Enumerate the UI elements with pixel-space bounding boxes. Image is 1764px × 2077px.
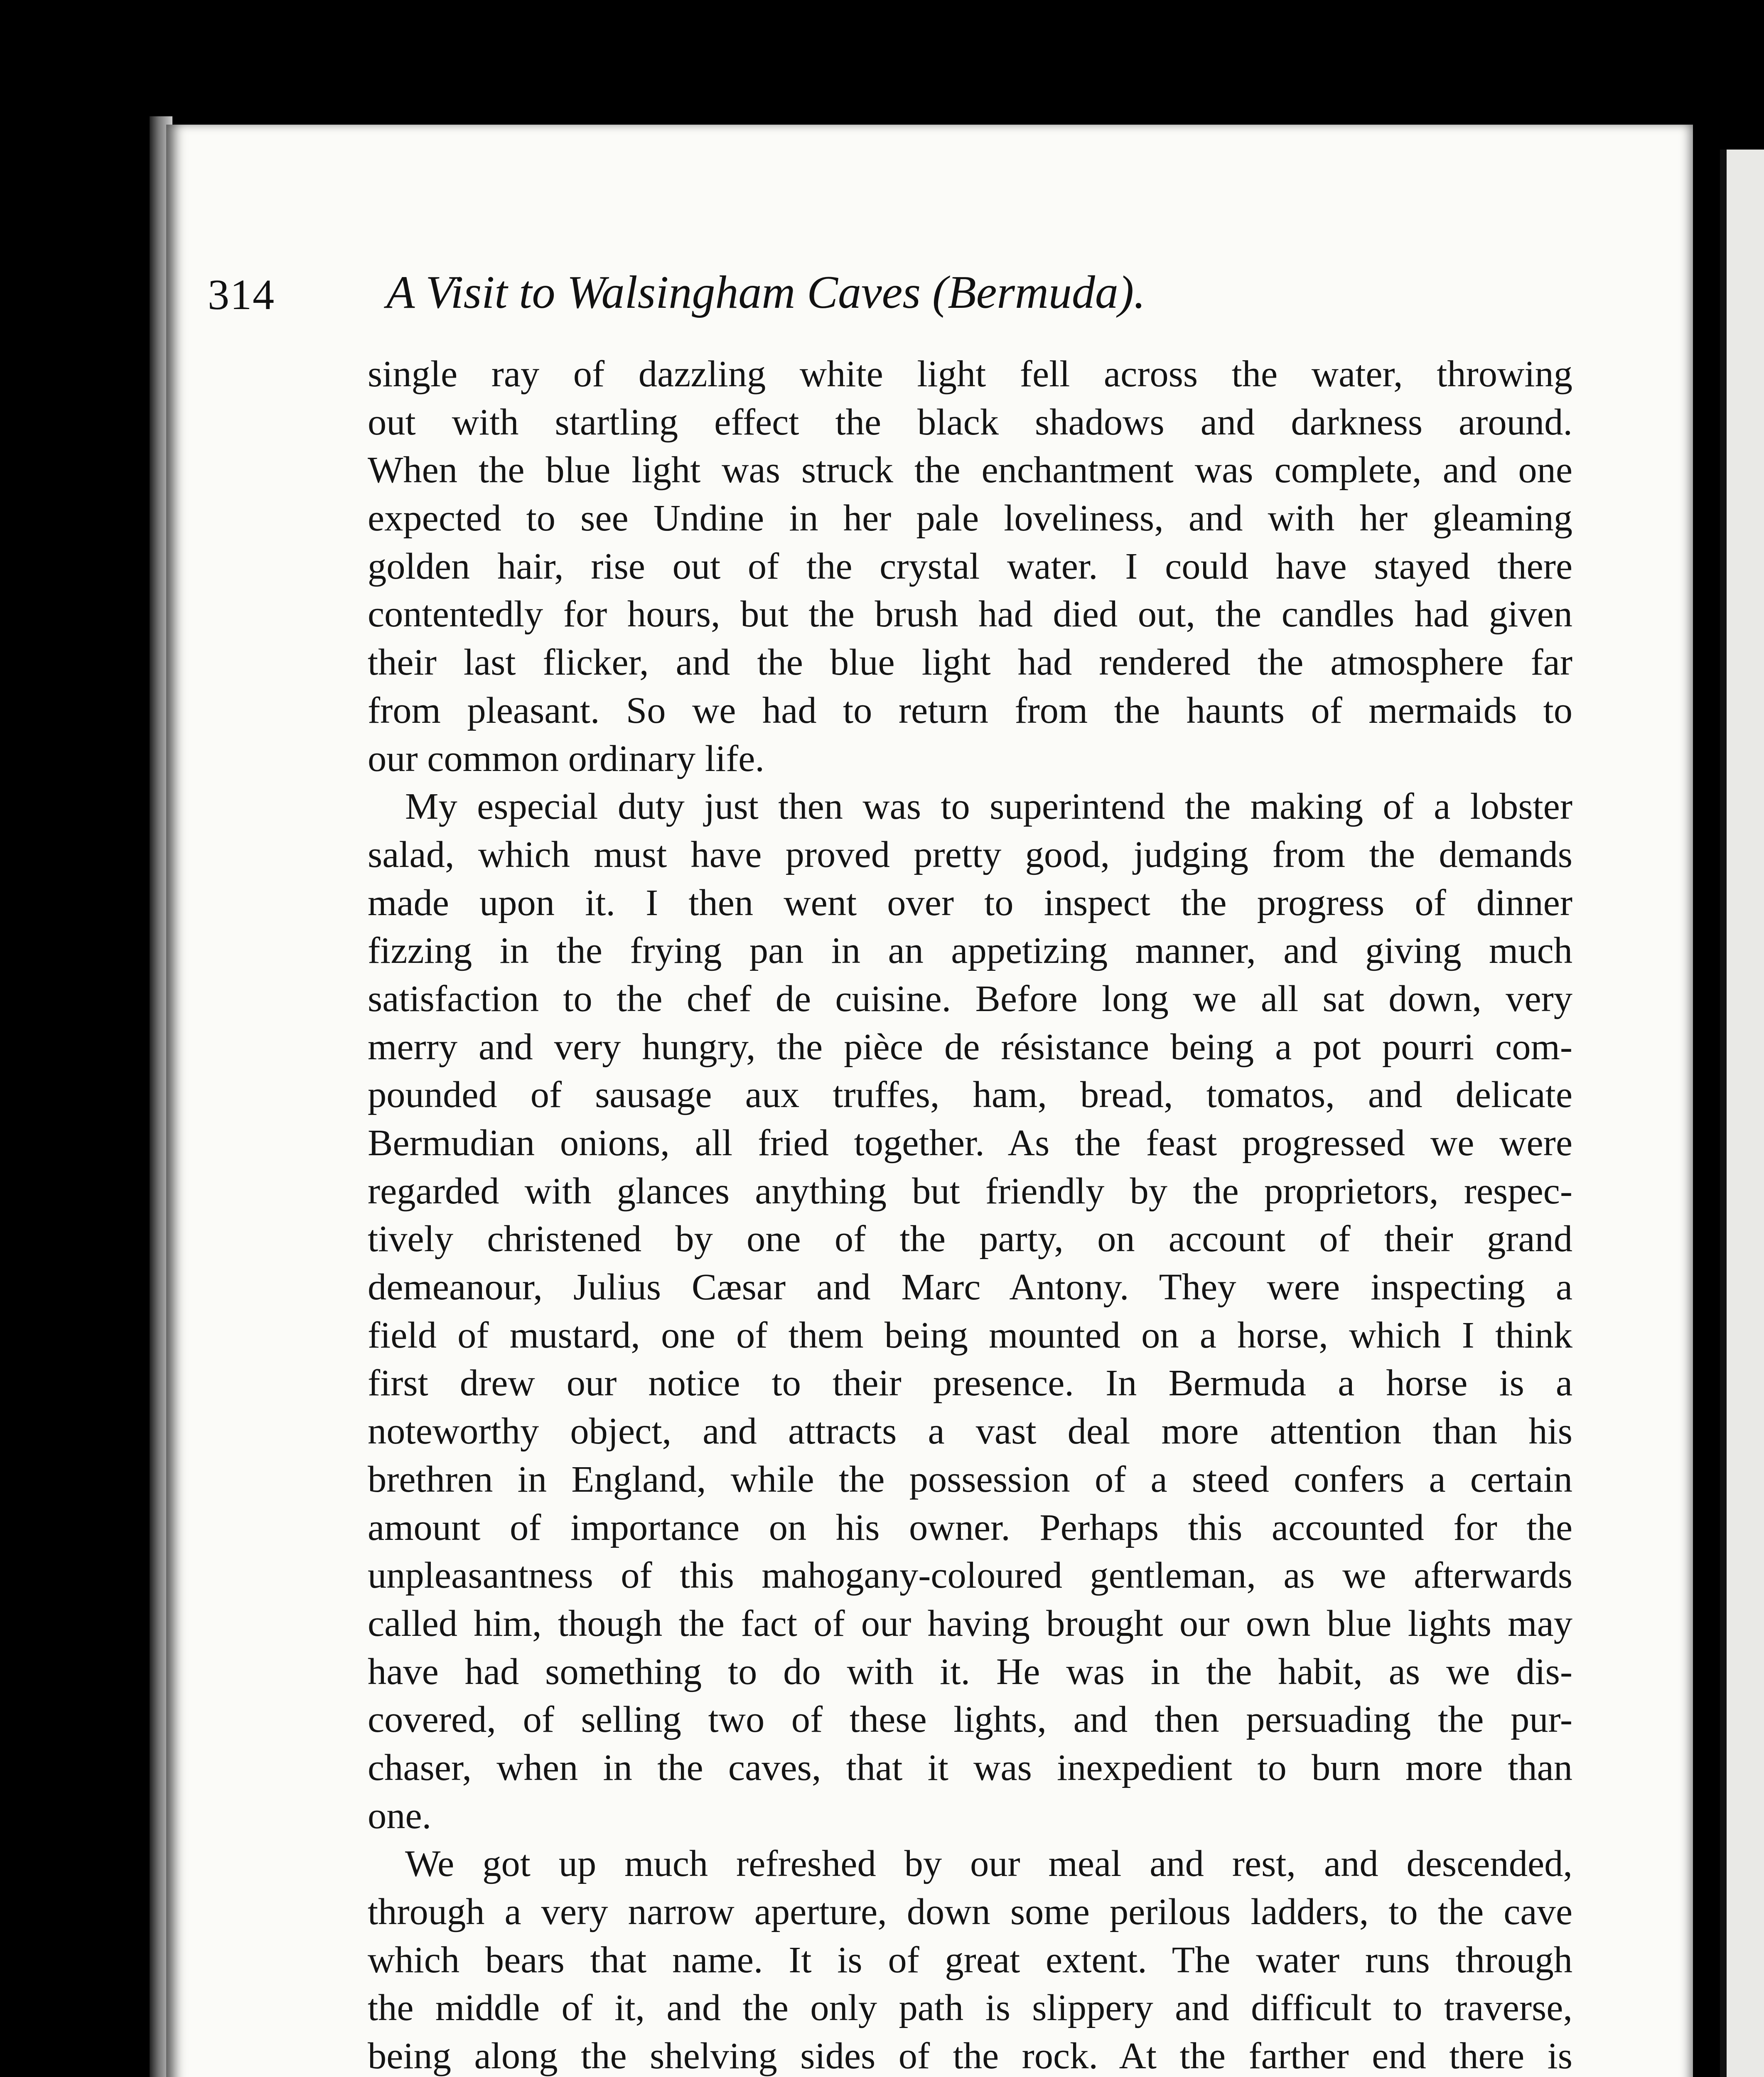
text-line: single ray of dazzling white light fell across the water, throwing bbox=[368, 353, 1572, 395]
text-line: their last flicker, and the blue light had rendered the atmosphere far bbox=[368, 641, 1572, 683]
text-line: made upon it. I then went over to inspect the progress of dinner bbox=[368, 881, 1572, 923]
text-line: from pleasant. So we had to return from the haunts of mermaids to bbox=[368, 689, 1572, 731]
text-line: amount of importance on his owner. Perhaps this accounted for the bbox=[368, 1506, 1572, 1548]
text-line: tively christened by one of the party, on account of their grand bbox=[368, 1218, 1572, 1260]
text-line: brethren in England, while the possession of a steed confers a certain bbox=[368, 1458, 1572, 1500]
text-line: noteworthy object, and attracts a vast deal more attention than his bbox=[368, 1410, 1572, 1452]
text-line: fizzing in the frying pan in an appetizing manner, and giving much bbox=[368, 929, 1572, 972]
text-line: satisfaction to the chef de cuisine. Before long we all sat down, very bbox=[368, 977, 1572, 1019]
page-number: 314 bbox=[208, 271, 275, 319]
text-line: called him, though the fact of our having brought our own blue lights may bbox=[368, 1602, 1572, 1644]
text-line: our common ordinary life. bbox=[368, 737, 765, 779]
text-line: regarded with glances anything but friendly by the proprietors, respec- bbox=[368, 1169, 1572, 1212]
text-line: golden hair, rise out of the crystal water. I could have stayed there bbox=[368, 545, 1572, 587]
text-line: covered, of selling two of these lights, and then persuading the pur- bbox=[368, 1698, 1572, 1741]
text-line: through a very narrow aperture, down some perilous ladders, to the cave bbox=[368, 1890, 1572, 1932]
text-line: out with startling effect the black shadows and darkness around. bbox=[368, 400, 1572, 443]
text-line: first drew our notice to their presence. In Bermuda a horse is a bbox=[368, 1362, 1572, 1404]
page-header bbox=[208, 266, 1595, 332]
text-line: unpleasantness of this mahogany-coloured gentleman, as we afterwards bbox=[368, 1554, 1572, 1596]
text-line: chaser, when in the caves, that it was inexpedient to burn more than bbox=[368, 1746, 1572, 1788]
text-line: which bears that name. It is of great extent. The water runs through bbox=[368, 1938, 1572, 1981]
next-page-edge bbox=[1720, 150, 1764, 2077]
text-line: the middle of it, and the only path is slippery and difficult to traverse, bbox=[368, 1986, 1572, 2029]
text-line: contentedly for hours, but the brush had died out, the candles had given bbox=[368, 593, 1572, 635]
text-line: salad, which must have proved pretty good, judging from the demands bbox=[368, 833, 1572, 875]
running-title: A Visit to Walsingham Caves (Bermuda). bbox=[386, 267, 1146, 318]
text-line: being along the shelving sides of the rock. At the farther end there is bbox=[368, 2035, 1572, 2077]
text-line: Bermudian onions, all fried together. As the feast progressed we were bbox=[368, 1122, 1572, 1164]
text-line: have had something to do with it. He was in the habit, as we dis- bbox=[368, 1650, 1572, 1692]
text-line: one. bbox=[368, 1794, 432, 1836]
text-line: My especial duty just then was to superintend the making of a lobster bbox=[405, 785, 1572, 827]
text-line: pounded of sausage aux truffes, ham, bread, tomatos, and delicate bbox=[368, 1073, 1572, 1116]
body-text bbox=[368, 350, 1572, 2077]
text-line: When the blue light was struck the enchantment was complete, and one bbox=[368, 449, 1572, 491]
text-line: expected to see Undine in her pale loveliness, and with her gleaming bbox=[368, 497, 1572, 539]
text-line: We got up much refreshed by our meal and rest, and descended, bbox=[405, 1842, 1572, 1885]
text-line: demeanour, Julius Cæsar and Marc Antony. They were inspecting a bbox=[368, 1266, 1572, 1308]
text-line: field of mustard, one of them being mounted on a horse, which I think bbox=[368, 1313, 1572, 1356]
text-line: merry and very hungry, the pièce de résistance being a pot pourri com- bbox=[368, 1025, 1572, 1068]
